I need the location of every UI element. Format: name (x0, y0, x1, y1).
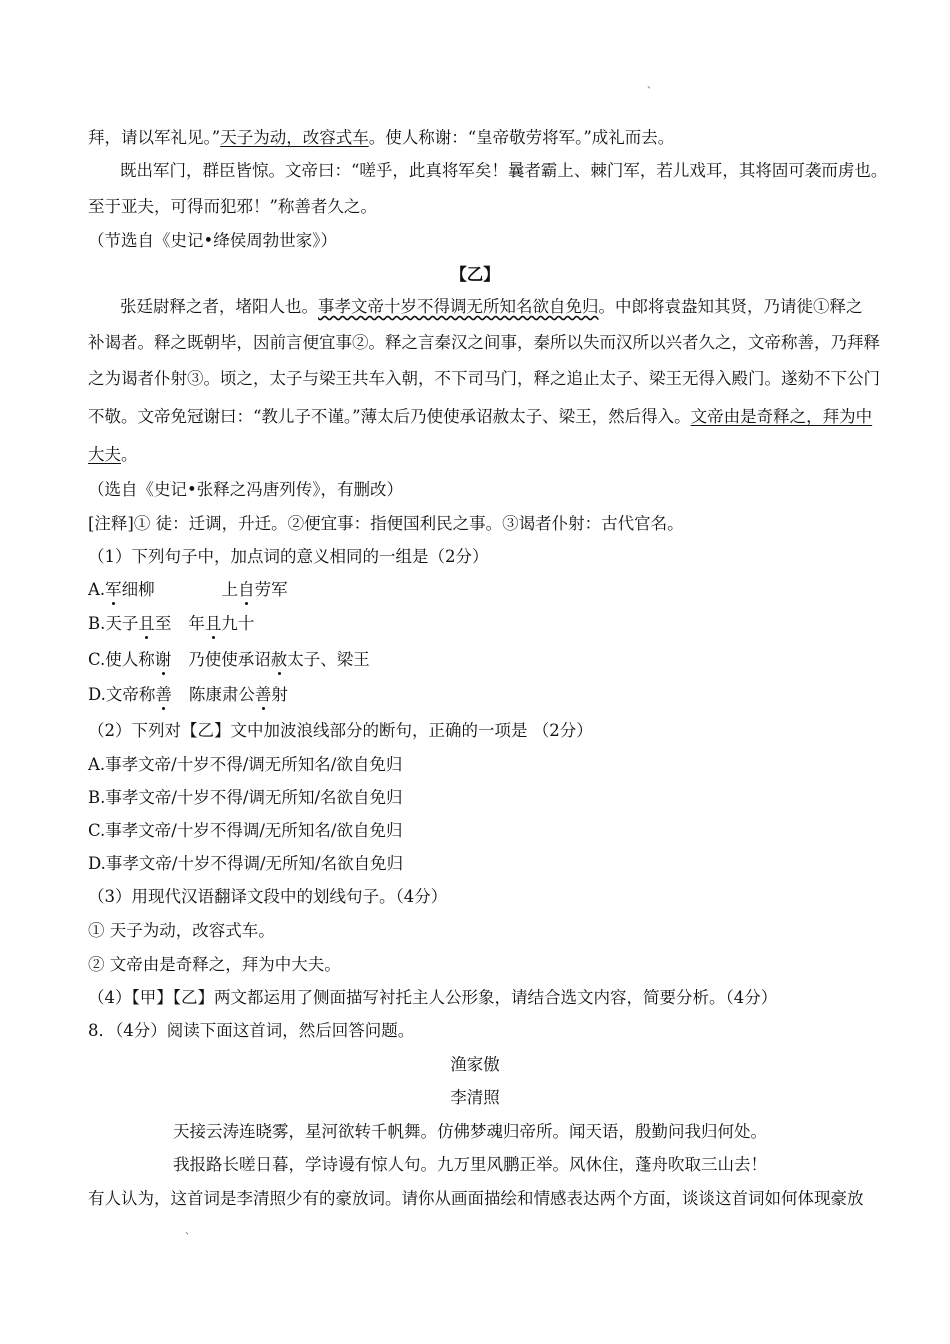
underlined-sentence-1: 天子为动，改容式车 (220, 128, 369, 147)
jia-line-3: 至于亚夫，可得而犯邪！”称善者久之。 (88, 197, 377, 216)
jia-line-1 (88, 128, 674, 148)
dotted-char: 且 (204, 614, 222, 633)
yi-heading: 【乙】 (450, 265, 500, 284)
option-text: 太子、梁王 (287, 650, 370, 669)
question-1-option-b (88, 614, 254, 634)
dotted-char: 善 (254, 685, 272, 704)
yi-text: 。 (121, 445, 138, 464)
yi-line-1 (120, 297, 863, 317)
option-text: 九十 (221, 614, 255, 633)
annotation: [注释]① 徒：迁调，升迁。②便宜事：指便国利民之事。③谒者仆射：古代官名。 (88, 514, 684, 533)
option-letter: A. (88, 580, 106, 599)
option-text: C.使人称 (88, 650, 155, 669)
option-text: 上 (221, 580, 239, 599)
yi-line-3: 之为谒者仆射③。顷之，太子与梁王共车入朝，不下司马门，释之追止太子、梁王无得入殿门。遂劾不下公门 (88, 369, 880, 388)
dotted-char: 自 (238, 580, 255, 599)
underlined-sentence-2: 文帝由是奇释之，拜为中 (690, 407, 873, 426)
jia-line-2: 既出军门，群臣皆惊。文帝曰：“嗟乎，此真将军矣！曩者霸上、棘门军，若儿戏耳，其将固可袭而虏也。 (120, 161, 888, 180)
dotted-char: 善 (155, 685, 172, 704)
question-2-stem: （2）下列对【乙】文中加波浪线部分的断句，正确的一项是 （2分） (88, 721, 593, 740)
option-text: 年 (188, 614, 205, 633)
yi-text: 。中郎将袁盎知其贤，乃请徙①释之 (598, 297, 863, 316)
option-text: D.文帝称 (88, 685, 156, 704)
option-text: 劳军 (254, 580, 288, 599)
poem-line-2: 我报路长嗟日暮，学诗谩有惊人句。九万里风鹏正举。风休住，蓬舟吹取三山去！ (173, 1155, 767, 1174)
question-1-option-c (88, 650, 370, 670)
jia-source: （节选自《史记•绛侯周勃世家》） (88, 231, 337, 250)
yi-source: （选自《史记•张释之冯唐列传》，有删改） (88, 480, 403, 499)
question-1-option-d (88, 685, 288, 705)
yi-text: 不敬。文帝免冠谢曰：“教儿子不谨。”薄太后乃使使承诏赦太子、梁王，然后得入。 (88, 407, 691, 426)
poem-title: 渔家傲 (450, 1055, 500, 1074)
question-3-stem: （3）用现代汉语翻译文段中的划线句子。（4分） (88, 887, 448, 906)
option-text: 陈康肃公 (188, 685, 255, 704)
question-8-prompt: 有人认为，这首词是李清照少有的豪放词。请你从画面描绘和情感表达两个方面，谈谈这首词如何体现豪放 (88, 1189, 864, 1208)
question-2-option-c: C.事孝文帝/十岁不得调/无所知名/欲自免归 (88, 821, 403, 840)
option-text: 乃使使承诏 (188, 650, 271, 669)
dotted-char: 军 (105, 580, 122, 599)
jia-text: 拜，请以军礼见。” (88, 128, 221, 147)
underlined-sentence-2-end: 大夫 (88, 445, 121, 464)
poem-author: 李清照 (450, 1088, 500, 1107)
jia-text: 。使人称谢：“皇帝敬劳将军。”成礼而去。 (368, 128, 675, 147)
option-text: 射 (271, 685, 288, 704)
question-1-option-a (88, 580, 288, 600)
wavy-underlined-phrase: 事孝文帝十岁不得调无所知名欲自免归 (318, 297, 599, 316)
yi-line-4 (88, 407, 872, 427)
question-2-option-b: B.事孝文帝/十岁不得/调无所知/名欲自免归 (88, 788, 403, 807)
question-3-sentence-1: ① 天子为动，改容式车。 (88, 921, 275, 940)
dotted-char: 赦 (270, 650, 288, 669)
yi-text: 张廷尉释之者，堵阳人也。 (120, 297, 318, 316)
yi-line-5 (88, 445, 138, 465)
corner-mark-bottom: 、 (185, 1226, 195, 1237)
corner-mark-top: 、 (647, 80, 657, 91)
question-8-stem: 8．（4分）阅读下面这首词，然后回答问题。 (88, 1021, 415, 1040)
yi-line-2: 补谒者。释之既朝毕，因前言便宜事②。释之言秦汉之间事，秦所以失而汉所以兴者久之，文帝称善，乃拜释 (88, 333, 880, 352)
poem-line-1: 天接云涛连晓雾，星河欲转千帆舞。仿佛梦魂归帝所。闻天语，殷勤问我归何处。 (173, 1122, 767, 1141)
question-1-stem: （1）下列句子中，加点词的意义相同的一组是（2分） (88, 547, 489, 566)
option-text: 细柳 (121, 580, 155, 599)
question-4-stem: （4）【甲】【乙】两文都运用了侧面描写衬托主人公形象，请结合选文内容，简要分析。（4分） (88, 988, 778, 1007)
dotted-char: 谢 (154, 650, 172, 669)
question-2-option-d: D.事孝文帝/十岁不得调/无所知/名欲自免归 (88, 854, 404, 873)
dotted-char: 且 (138, 614, 155, 633)
question-3-sentence-2: ② 文帝由是奇释之，拜为中大夫。 (88, 955, 341, 974)
option-text: B.天子 (88, 614, 139, 633)
option-text: 至 (154, 614, 172, 633)
question-2-option-a: A.事孝文帝/十岁不得/调无所知名/欲自免归 (88, 755, 403, 774)
